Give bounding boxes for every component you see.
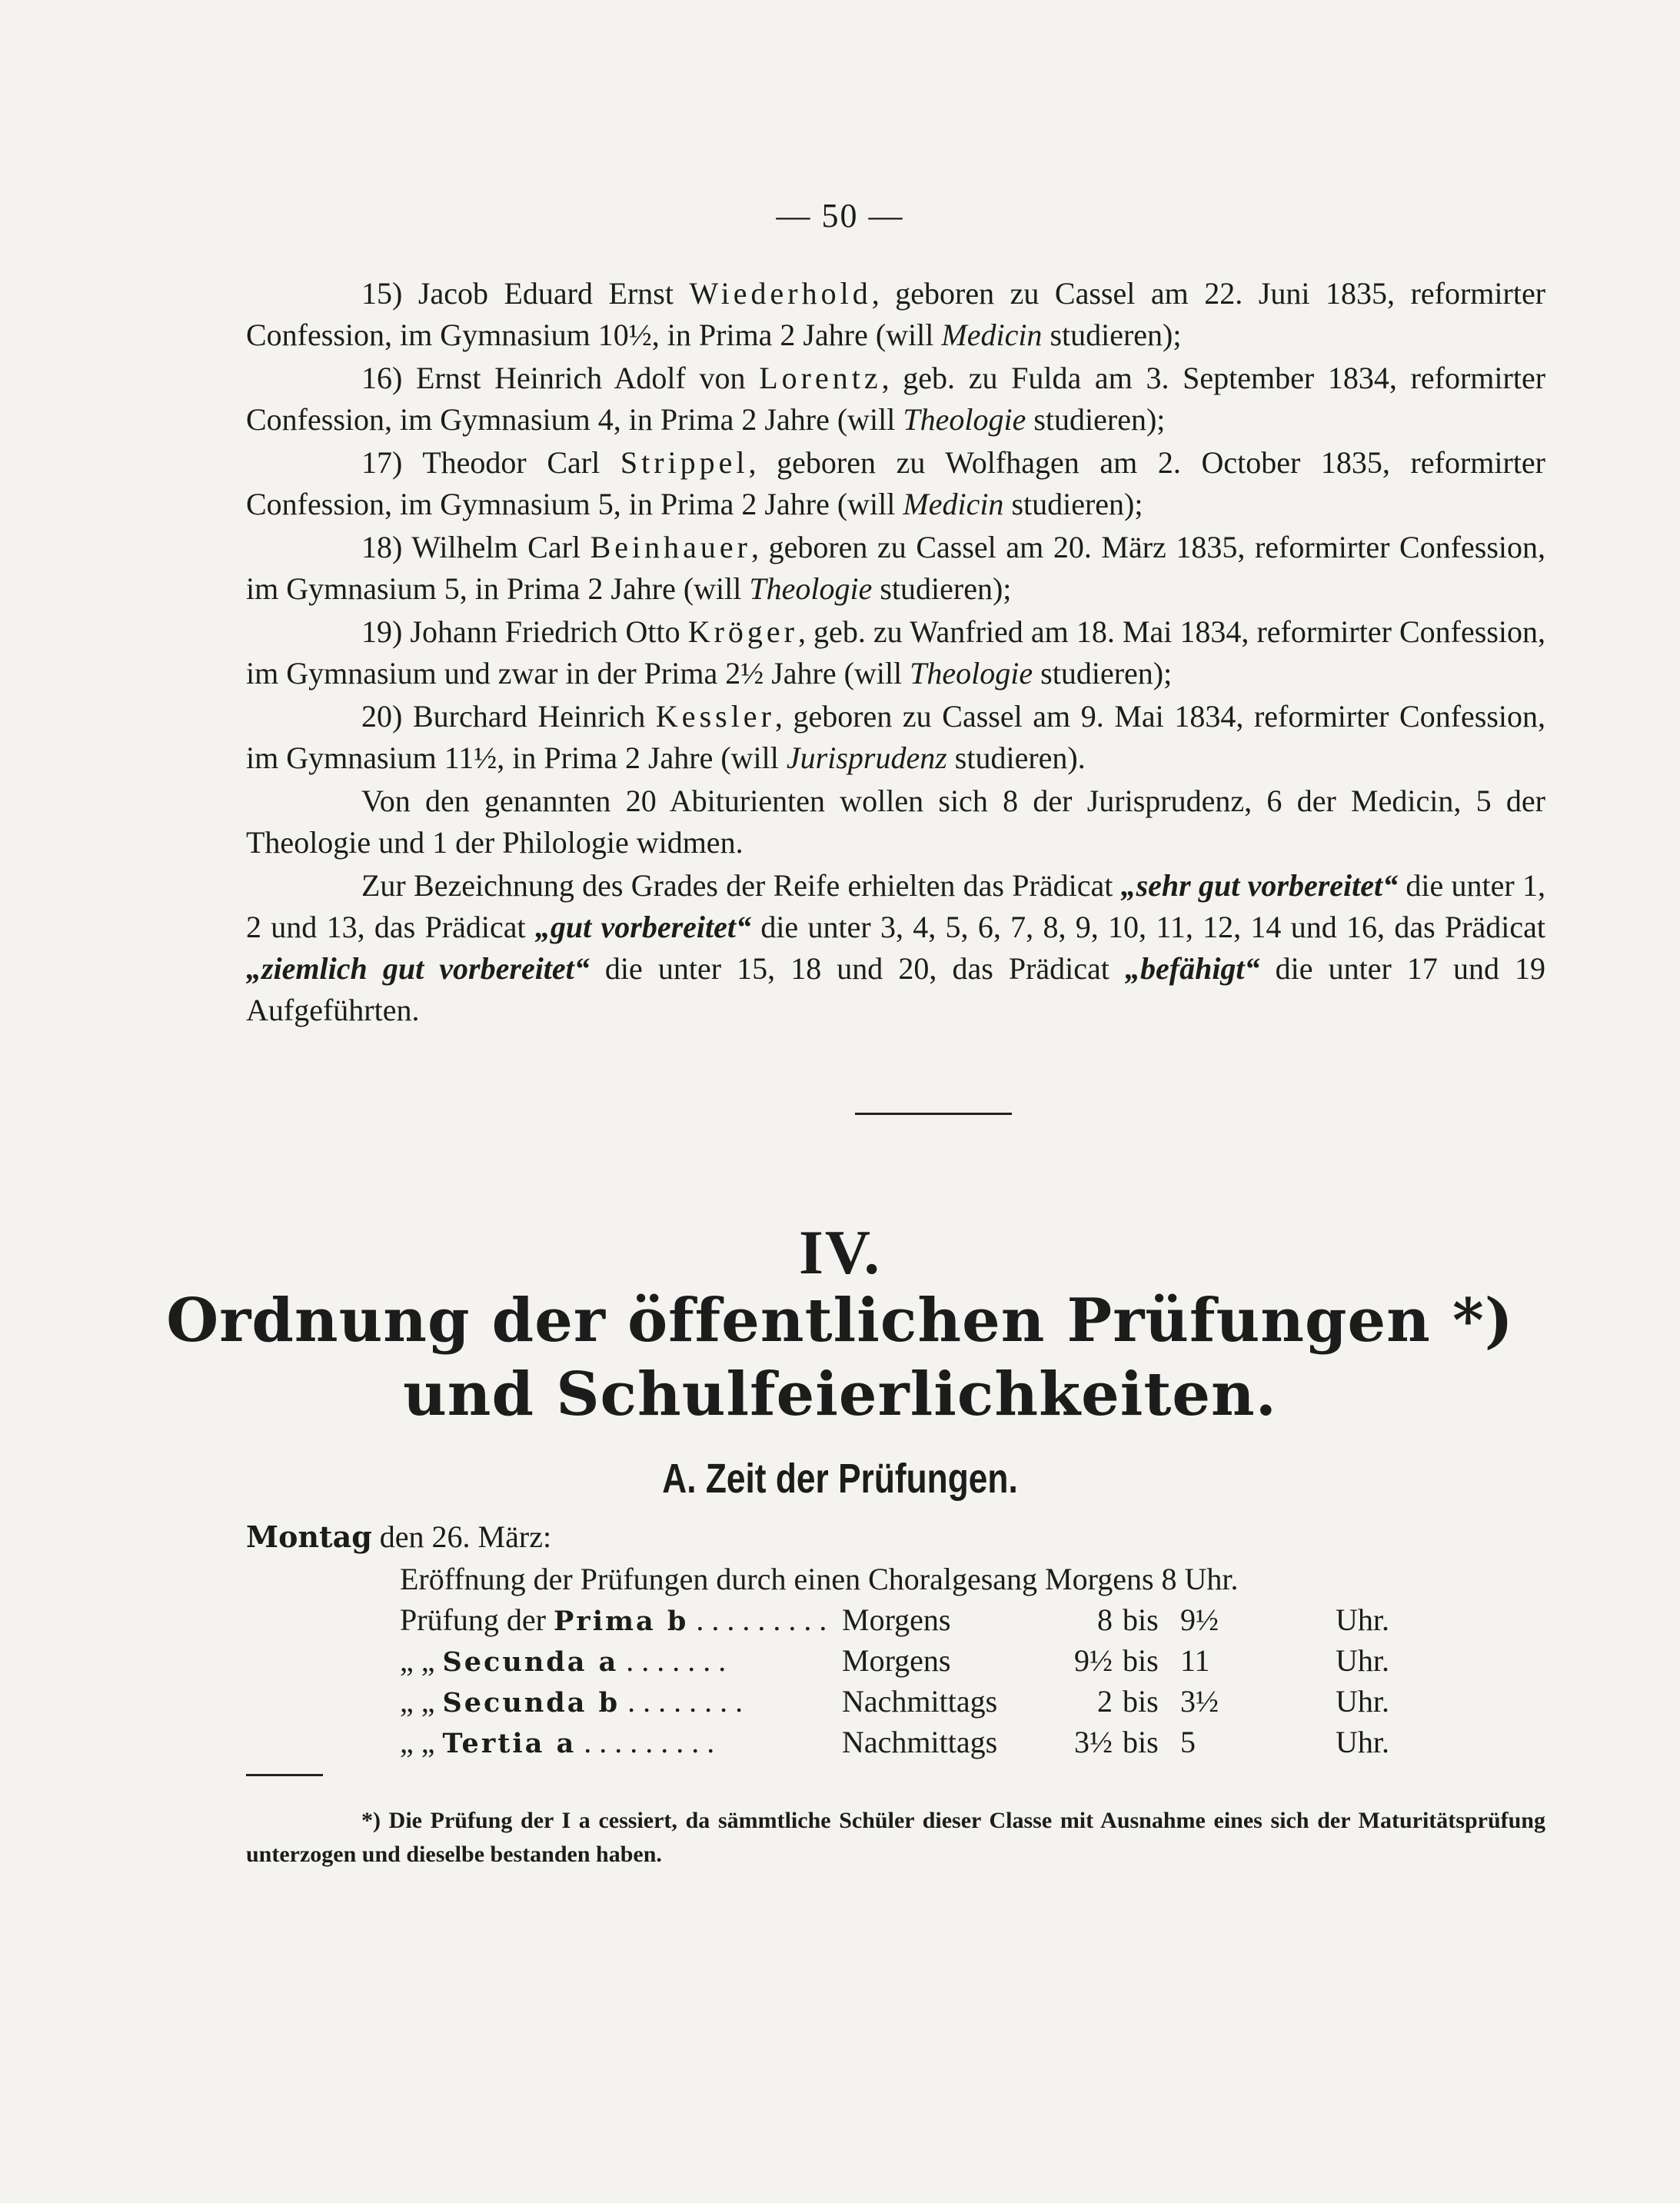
student-entry-18: 18) Wilhelm Carl Beinhauer, geboren zu Cassel am 20. März 1835, reformirter Confession, im Gymnasium 5, in Prima 2 Jahre (will Theologie studieren);	[246, 530, 1546, 606]
page-number: — 50 —	[776, 197, 904, 235]
subsection-title: A. Zeit der Prüfungen.	[662, 1456, 1018, 1502]
student-entry-15: 15) Jacob Eduard Ernst Wiederhold, geboren zu Cassel am 22. Juni 1835, reformirter Confession, im Gymnasium 10½, in Prima 2 Jahre (will Medicin studieren);	[246, 276, 1546, 352]
schedule-row: „ „ Secunda b . . . . . . . . Nachmittags 2 bis 3½ Uhr.	[400, 1684, 1389, 1719]
student-entry-17: 17) Theodor Carl Strippel, geboren zu Wolfhagen am 2. October 1835, reformirter Confession, im Gymnasium 5, in Prima 2 Jahre (will Medicin studieren);	[246, 445, 1546, 521]
schedule-row: Prüfung der Prima b . . . . . . . . . Morgens 8 bis 9½ Uhr.	[400, 1602, 1389, 1637]
section-title-line-1: Ordnung der öffentlichen Prüfungen *)	[166, 1286, 1514, 1356]
section-number: IV.	[798, 1217, 882, 1287]
schedule-day: Montag den 26. März:	[246, 1519, 552, 1554]
student-list	[246, 273, 1545, 1033]
summary-paragraph: Von den genannten 20 Abiturienten wollen sich 8 der Jurisprudenz, 6 der Medicin, 5 der Theologie und 1 der Philologie widmen.	[246, 784, 1545, 860]
schedule-row: „ „ Tertia a . . . . . . . . . Nachmittags 3½ bis 5 Uhr.	[400, 1725, 1389, 1759]
grades-paragraph: Zur Bezeichnung des Grades der Reife erhielten das Prädicat „sehr gut vorbereitet“ die unter 1, 2 und 13, das Prädicat „gut vorbereitet“ die unter 3, 4, 5, 6, 7, 8, 9, 10, 11, 12, 14 und 16, das Prädicat „ziemlich gut vorbereitet“ die unter 15, 18 und 20, das Prädicat „befähigt“ die unter 17 und 19 Aufgeführten.	[246, 868, 1546, 1027]
footnote: *) Die Prüfung der I a cessiert, da sämmtliche Schüler dieser Classe mit Ausnahme eines sich der Maturitätsprüfung unterzogen und dieselbe bestanden haben.	[246, 1808, 1545, 1867]
student-entry-20: 20) Burchard Heinrich Kessler, geboren zu Cassel am 9. Mai 1834, reformirter Confession, im Gymnasium 11½, in Prima 2 Jahre (will Jurisprudenz studieren).	[246, 699, 1546, 775]
student-entry-16: 16) Ernst Heinrich Adolf von Lorentz, geb. zu Fulda am 3. September 1834, reformirter Confession, im Gymnasium 4, in Prima 2 Jahre (will Theologie studieren);	[246, 361, 1546, 437]
schedule-opening: Eröffnung der Prüfungen durch einen Choralgesang Morgens 8 Uhr.	[400, 1562, 1239, 1596]
section-title-line-2: und Schulfeierlichkeiten.	[403, 1359, 1277, 1429]
schedule-row: „ „ Secunda a . . . . . . . Morgens 9½ bis 11 Uhr.	[400, 1643, 1389, 1678]
footnote-rule	[246, 1774, 323, 1776]
student-entry-19: 19) Johann Friedrich Otto Kröger, geb. zu Wanfried am 18. Mai 1834, reformirter Confession, im Gymnasium und zwar in der Prima 2½ Jahre (will Theologie studieren);	[246, 614, 1546, 691]
section-divider	[855, 1113, 1012, 1115]
